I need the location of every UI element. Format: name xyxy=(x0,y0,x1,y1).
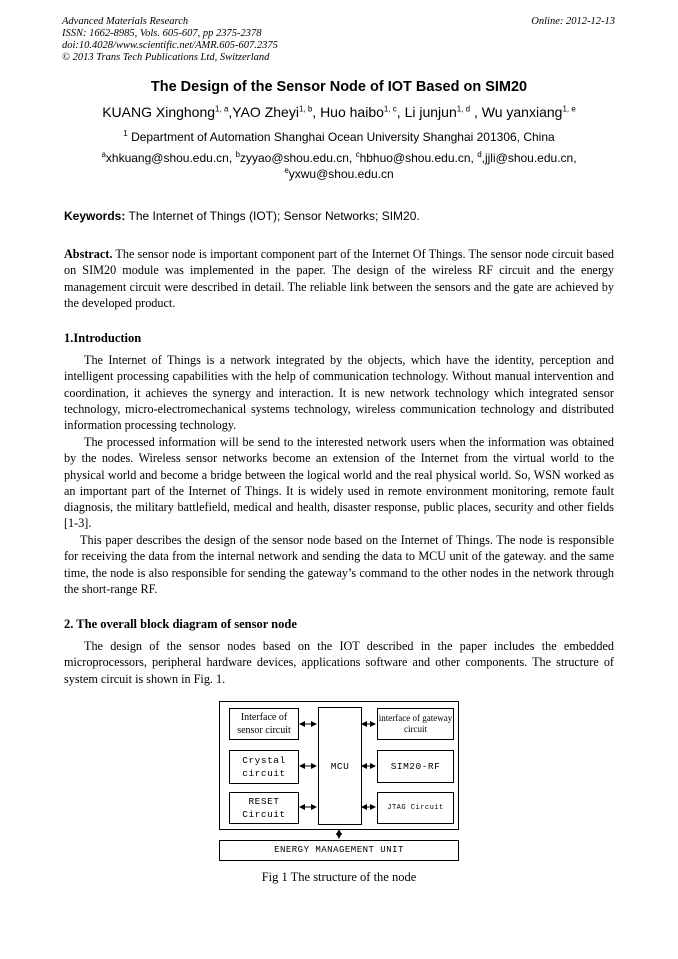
section-heading-block-diagram: 2. The overall block diagram of sensor node xyxy=(64,617,297,631)
gateway-interface-block: interface of gateway circuit xyxy=(377,708,454,740)
reset-circuit-block: RESET Circuit xyxy=(229,792,299,824)
copyright: © 2013 Trans Tech Publications Ltd, Switzerland xyxy=(62,52,270,63)
email[interactable]: xhkuang@shou.edu.cn, xyxy=(105,151,233,165)
email[interactable]: zyyao@shou.edu.cn, xyxy=(239,151,353,165)
author: Wu yanxiang xyxy=(481,104,563,120)
author: Huo haibo xyxy=(320,104,384,120)
keywords-text: The Internet of Things (IOT); Sensor Networks; SIM20. xyxy=(128,209,420,223)
doi: doi:10.4028/www.scientific.net/AMR.605-607.2375 xyxy=(62,40,278,51)
paper-title: The Design of the Sensor Node of IOT Based on SIM20 xyxy=(150,79,528,95)
email-sup: e xyxy=(284,166,289,175)
author-sup: 1, d xyxy=(456,104,471,114)
figure-caption: Fig 1 The structure of the node xyxy=(261,870,417,884)
author-sup: 1, c xyxy=(383,104,397,114)
affiliation-text: Department of Automation Shanghai Ocean University Shanghai 201306, China xyxy=(131,130,555,144)
email-sup: a xyxy=(101,150,106,159)
author: KUANG Xinghong xyxy=(102,104,216,120)
email-sup: c xyxy=(355,150,360,159)
mcu-block: MCU xyxy=(318,707,362,825)
block-paragraph-1: The design of the sensor nodes based on the IOT described in the paper includes the embedded microprocessors, peripheral hardware devices, applications software and other components. The structure of system circuit is shown in Fig. 1. xyxy=(64,639,614,686)
affiliation-sup: 1 xyxy=(123,129,128,138)
sensor-interface-block: Interface of sensor circuit xyxy=(229,708,299,740)
author: Li junjun xyxy=(404,104,457,120)
sim20-rf-block: SIM20-RF xyxy=(377,750,454,783)
email[interactable]: hbhuo@shou.edu.cn, xyxy=(359,151,474,165)
email-sup: d xyxy=(477,150,482,159)
author-list: KUANG Xinghong$^{1, a}$,YAO Zheyi$^{1, b}$, Huo haibo$^{1, c}$, Li junjun$^{1, d}$ , Wu yanxiang$^{1, e}$ xyxy=(102,104,576,120)
journal-name: Advanced Materials Research xyxy=(62,16,189,27)
author: YAO Zheyi xyxy=(232,104,299,120)
keywords-label: Keywords: xyxy=(64,209,126,223)
author-sup: 1, e xyxy=(562,104,576,114)
section-heading-intro: 1.Introduction xyxy=(64,331,142,345)
intro-paragraph-2: The processed information will be send to the interested network users when the information was obtained by the nodes. Wireless sensor networks become an extension of the Internet from the virtual world to the physical world and become a bridge between the logical world and the real physical world. So, WSN worked as an important part of the Internet of Things. It is widely used in remote environment monitoring, remote fault diagnosis, the military battlefield, medical and health, disaster response, public places, security and other fields [1-3]. xyxy=(64,435,614,531)
abstract-label: Abstract. xyxy=(64,247,113,261)
intro-paragraph-1: The Internet of Things is a network integrated by the objects, which have the identity, perception and intelligent processing capabilities with the help of communication technology. Without manual intervention and coordination, it achieves the synergy and interaction. It is new network technology which integrated sensor technology, micro-electromechanical systems technology, wireless communication technology and distributed information processing technology. xyxy=(64,353,614,433)
energy-management-block: ENERGY MANAGEMENT UNIT xyxy=(219,840,459,861)
author-sup: 1, a xyxy=(215,104,229,114)
intro-paragraph-3: This paper describes the design of the sensor node based on the Internet of Things. The node is responsible for receiving the data from the internal network and sending the data to MCU unit of the gateway. and the same time, the node is also responsible for sending the gateway’s command to the other nodes in the network through the short-range RF. xyxy=(64,533,614,596)
email[interactable]: yxwu@shou.edu.cn xyxy=(288,167,394,181)
jtag-circuit-block: JTAG Circuit xyxy=(377,792,454,824)
email[interactable]: ,jjli@shou.edu.cn, xyxy=(481,151,577,165)
author-sup: 1, b xyxy=(298,104,313,114)
crystal-circuit-block: Crystal circuit xyxy=(229,750,299,784)
online-date: Online: 2012-12-13 xyxy=(531,16,615,27)
abstract-text: The sensor node is important component part of the Internet Of Things. The sensor node circuit based on SIM20 module was implemented in the paper. The design of the wireless RF circuit and the energy management circuit were described in detail. The reliable link between the sensors and the gate are achieved by the developed product. xyxy=(64,247,614,310)
issn: ISSN: 1662-8985, Vols. 605-607, pp 2375-2378 xyxy=(62,28,262,39)
email-sup: b xyxy=(235,150,240,159)
